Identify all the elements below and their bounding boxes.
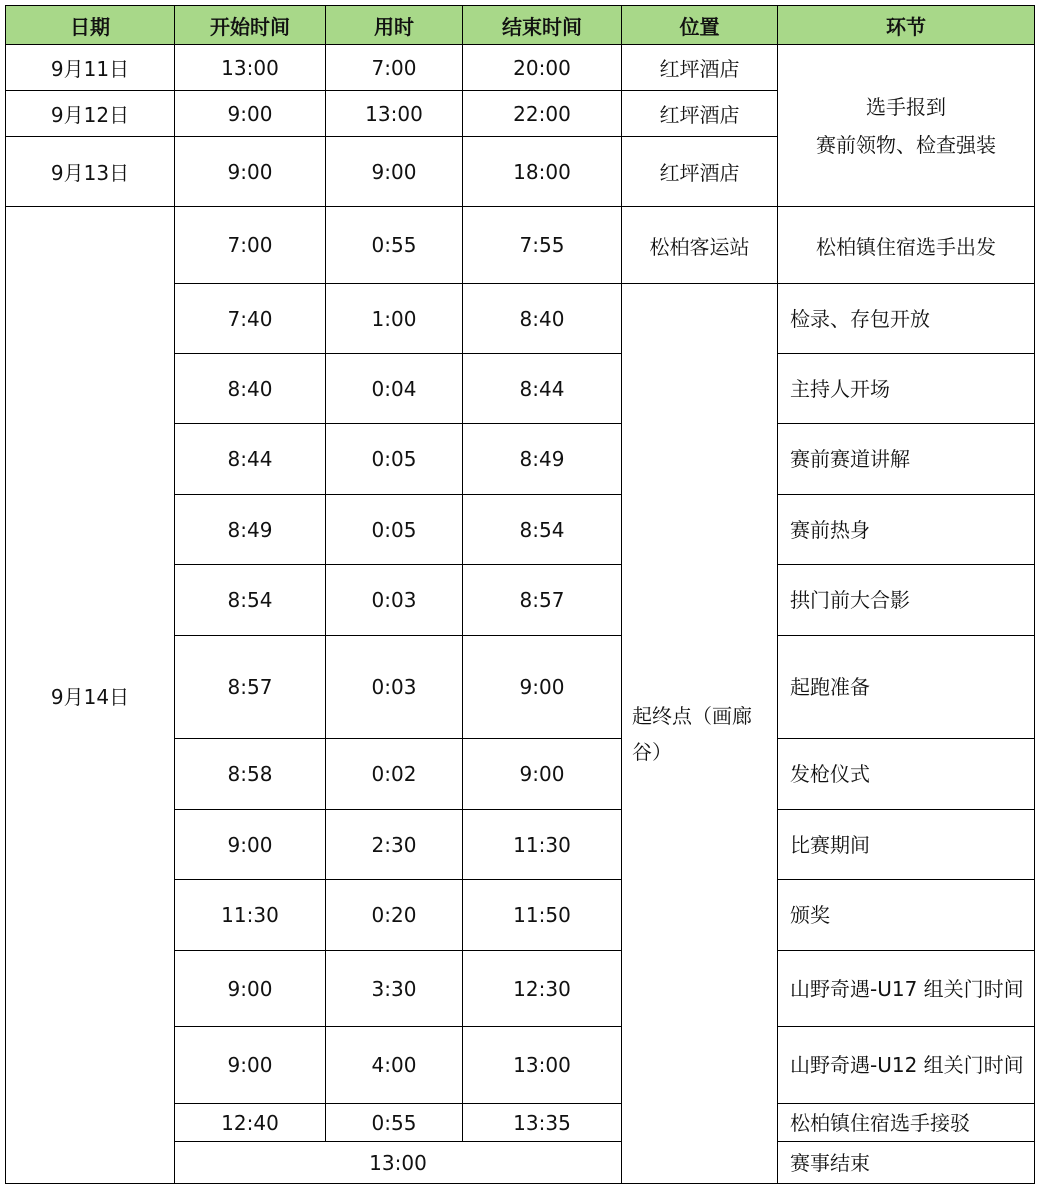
- duration-cell: 0:03: [326, 636, 463, 739]
- end-cell: 8:44: [463, 354, 622, 424]
- start-cell: 9:00: [175, 137, 326, 207]
- start-cell: 8:58: [175, 739, 326, 810]
- header-location: 位置: [622, 6, 778, 45]
- start-cell: 12:40: [175, 1104, 326, 1142]
- date-cell: 9月12日: [6, 91, 175, 137]
- end-cell: 18:00: [463, 137, 622, 207]
- duration-cell: 9:00: [326, 137, 463, 207]
- end-cell: 9:00: [463, 636, 622, 739]
- end-cell: 7:55: [463, 207, 622, 284]
- venue-location-cell: 起终点（画廊谷）: [622, 284, 778, 1184]
- race-date-cell: 9月14日: [6, 207, 175, 1184]
- stage-cell: 起跑准备: [778, 636, 1035, 739]
- date-cell: 9月11日: [6, 45, 175, 91]
- duration-cell: 1:00: [326, 284, 463, 354]
- duration-cell: 0:20: [326, 880, 463, 951]
- duration-cell: 7:00: [326, 45, 463, 91]
- start-cell: 9:00: [175, 91, 326, 137]
- start-cell: 8:40: [175, 354, 326, 424]
- end-cell: 8:57: [463, 565, 622, 636]
- stage-cell: 松柏镇住宿选手接驳: [778, 1104, 1035, 1142]
- end-cell: 8:40: [463, 284, 622, 354]
- location-cell: 松柏客运站: [622, 207, 778, 284]
- end-cell: 8:49: [463, 424, 622, 495]
- duration-cell: 4:00: [326, 1027, 463, 1104]
- end-cell: 11:30: [463, 810, 622, 880]
- table-row: [6, 207, 1035, 284]
- start-cell: 9:00: [175, 810, 326, 880]
- duration-cell: 0:02: [326, 739, 463, 810]
- stage-cell: 比赛期间: [778, 810, 1035, 880]
- duration-cell: 0:05: [326, 424, 463, 495]
- stage-cell: 松柏镇住宿选手出发: [778, 207, 1035, 284]
- end-cell: 9:00: [463, 739, 622, 810]
- table-row: [6, 45, 1035, 91]
- end-cell: 13:00: [463, 1027, 622, 1104]
- header-start: 开始时间: [175, 6, 326, 45]
- end-cell: 13:35: [463, 1104, 622, 1142]
- end-cell: 20:00: [463, 45, 622, 91]
- stage-line: 赛前领物、检查强装: [816, 132, 996, 157]
- end-cell: 12:30: [463, 951, 622, 1027]
- stage-cell: 拱门前大合影: [778, 565, 1035, 636]
- stage-cell: 发枪仪式: [778, 739, 1035, 810]
- final-time-cell: 13:00: [175, 1142, 622, 1184]
- stage-cell: 颁奖: [778, 880, 1035, 951]
- start-cell: 8:54: [175, 565, 326, 636]
- location-cell: 红坪酒店: [622, 91, 778, 137]
- duration-cell: 0:05: [326, 495, 463, 565]
- registration-stage-cell: [778, 45, 1035, 207]
- start-cell: 8:57: [175, 636, 326, 739]
- end-cell: 11:50: [463, 880, 622, 951]
- date-cell: 9月13日: [6, 137, 175, 207]
- start-cell: 8:49: [175, 495, 326, 565]
- stage-cell: 山野奇遇-U17 组关门时间: [778, 951, 1035, 1027]
- schedule-table: [5, 5, 1035, 1184]
- start-cell: 9:00: [175, 1027, 326, 1104]
- stage-cell: 赛事结束: [778, 1142, 1035, 1184]
- duration-cell: 0:03: [326, 565, 463, 636]
- start-cell: 11:30: [175, 880, 326, 951]
- end-cell: 8:54: [463, 495, 622, 565]
- header-end: 结束时间: [463, 6, 622, 45]
- start-cell: 7:40: [175, 284, 326, 354]
- stage-cell: 赛前赛道讲解: [778, 424, 1035, 495]
- start-cell: 8:44: [175, 424, 326, 495]
- stage-cell: 检录、存包开放: [778, 284, 1035, 354]
- end-cell: 22:00: [463, 91, 622, 137]
- duration-cell: 0:55: [326, 1104, 463, 1142]
- location-cell: 红坪酒店: [622, 137, 778, 207]
- duration-cell: 13:00: [326, 91, 463, 137]
- duration-cell: 0:55: [326, 207, 463, 284]
- start-cell: 13:00: [175, 45, 326, 91]
- header-duration: 用时: [326, 6, 463, 45]
- start-cell: 9:00: [175, 951, 326, 1027]
- duration-cell: 2:30: [326, 810, 463, 880]
- duration-cell: 0:04: [326, 354, 463, 424]
- start-cell: 7:00: [175, 207, 326, 284]
- header-date: 日期: [6, 6, 175, 45]
- stage-cell: 山野奇遇-U12 组关门时间: [778, 1027, 1035, 1104]
- stage-line: 选手报到: [866, 94, 946, 119]
- stage-cell: 主持人开场: [778, 354, 1035, 424]
- stage-cell: 赛前热身: [778, 495, 1035, 565]
- duration-cell: 3:30: [326, 951, 463, 1027]
- header-stage: 环节: [778, 6, 1035, 45]
- location-cell: 红坪酒店: [622, 45, 778, 91]
- header-row: [6, 6, 1035, 45]
